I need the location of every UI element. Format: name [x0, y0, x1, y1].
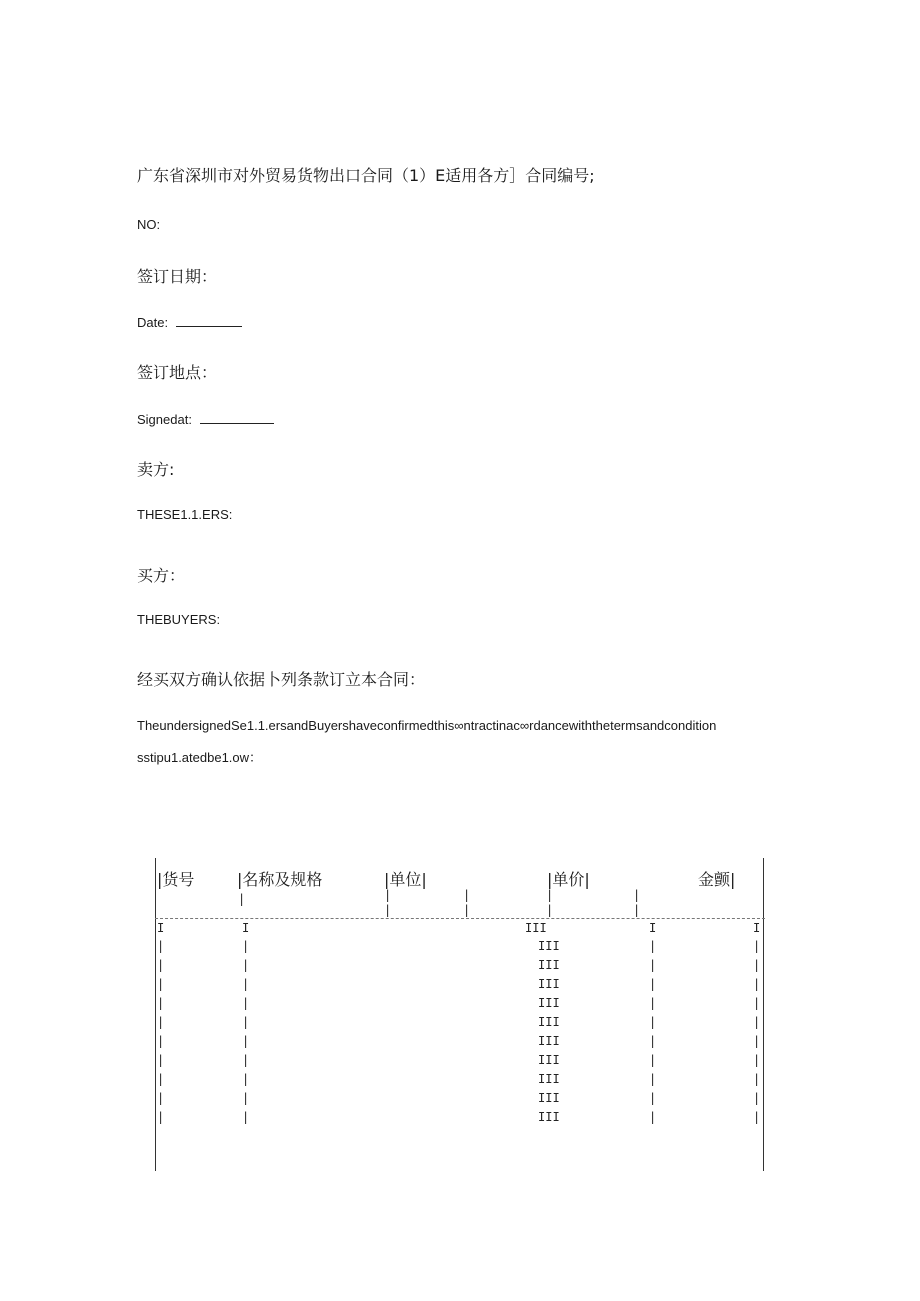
- tick-mark: III: [538, 1072, 560, 1086]
- header-unit: |单位|: [384, 870, 427, 889]
- tick-mark: |: [157, 1091, 165, 1105]
- header-amount: 金颤|: [698, 870, 736, 889]
- tick-mark: |: [242, 1015, 250, 1029]
- table-right-border: [763, 858, 764, 1171]
- tick-mark: I: [157, 921, 165, 935]
- tick-mark: |: [753, 1015, 761, 1029]
- date-field[interactable]: [176, 314, 242, 327]
- tick-mark: |: [157, 1110, 165, 1124]
- table-left-border: [155, 858, 156, 1171]
- tick-mark: |: [649, 1053, 657, 1067]
- tick-mark: III: [538, 1034, 560, 1048]
- buyer-label-en: THEBUYERS:: [137, 612, 221, 627]
- tick-mark: |: [242, 977, 250, 991]
- header-name-spec: |名称及规格: [237, 870, 323, 889]
- tick-mark: |: [753, 996, 761, 1010]
- date-row: [137, 314, 242, 330]
- tick-mark: |: [157, 1072, 165, 1086]
- tick-mark: |: [649, 1110, 657, 1124]
- goods-table: [155, 858, 765, 1171]
- tick-mark: III: [538, 939, 560, 953]
- tick-mark: |: [753, 977, 761, 991]
- agreement-en-line1: TheundersignedSe1.1.ersandBuyershaveconfirmedthis∞ntractinac∞rdancewiththetermsandcondition: [137, 718, 717, 733]
- tick-mark: |: [649, 1015, 657, 1029]
- agreement-zh: 经买双方确认依据卜列条款订立本合同：: [137, 670, 426, 689]
- tick-mark: |: [546, 903, 554, 917]
- tick-mark: |: [649, 1091, 657, 1105]
- tick-mark: I: [753, 921, 761, 935]
- tick-mark: |: [546, 888, 554, 902]
- tick-mark: I: [649, 921, 657, 935]
- tick-mark: |: [753, 1091, 761, 1105]
- tick-mark: III: [538, 996, 560, 1010]
- seller-label-zh: 卖方:: [137, 460, 175, 479]
- tick-mark: III: [538, 1110, 560, 1124]
- place-field[interactable]: [200, 411, 274, 424]
- tick-mark: |: [753, 1053, 761, 1067]
- tick-mark: |: [157, 939, 165, 953]
- tick-mark: |: [157, 958, 165, 972]
- tick-mark: |: [242, 1034, 250, 1048]
- tick-mark: |: [633, 888, 641, 902]
- tick-mark: |: [242, 939, 250, 953]
- tick-mark: |: [242, 1053, 250, 1067]
- tick-mark: III: [538, 1015, 560, 1029]
- header-unit-price: |单价|: [547, 870, 590, 889]
- tick-mark: |: [157, 1015, 165, 1029]
- tick-mark: |: [242, 958, 250, 972]
- agreement-en-line2: sstipu1.atedbe1.ow：: [137, 750, 263, 765]
- tick-mark: |: [157, 1034, 165, 1048]
- buyer-label-zh: 买方：: [137, 566, 186, 585]
- tick-mark: III: [538, 1053, 560, 1067]
- place-label-zh: 签订地点：: [137, 363, 218, 382]
- tick-mark: |: [753, 1072, 761, 1086]
- place-label-en: Signedat:: [137, 412, 192, 427]
- tick-mark: |: [238, 892, 246, 906]
- place-row: [137, 411, 274, 427]
- tick-mark: |: [242, 1072, 250, 1086]
- header-item-no: |货号: [157, 870, 195, 889]
- tick-mark: |: [384, 903, 392, 917]
- tick-mark: |: [649, 977, 657, 991]
- tick-mark: |: [157, 977, 165, 991]
- tick-mark: |: [463, 888, 471, 902]
- tick-mark: |: [649, 939, 657, 953]
- tick-mark: |: [242, 996, 250, 1010]
- tick-mark: III: [538, 977, 560, 991]
- tick-mark: |: [157, 1053, 165, 1067]
- tick-mark: |: [753, 1110, 761, 1124]
- tick-mark: |: [242, 1091, 250, 1105]
- date-label-en: Date:: [137, 315, 169, 330]
- tick-mark: III: [525, 921, 547, 935]
- tick-mark: |: [649, 1034, 657, 1048]
- contract-title: 广东省深圳市对外贸易货物出口合同（1）E适用各方］合同编号;: [137, 166, 595, 185]
- tick-mark: |: [649, 958, 657, 972]
- tick-mark: III: [538, 1091, 560, 1105]
- table-header-divider: [155, 918, 765, 919]
- contract-no-label: NO:: [137, 217, 161, 232]
- seller-label-en: THESE1.1.ERS:: [137, 507, 233, 522]
- tick-mark: |: [633, 903, 641, 917]
- tick-mark: |: [753, 939, 761, 953]
- tick-mark: I: [242, 921, 250, 935]
- tick-mark: |: [753, 958, 761, 972]
- tick-mark: |: [384, 888, 392, 902]
- tick-mark: |: [157, 996, 165, 1010]
- tick-mark: |: [242, 1110, 250, 1124]
- tick-mark: |: [753, 1034, 761, 1048]
- tick-mark: |: [649, 996, 657, 1010]
- tick-mark: |: [649, 1072, 657, 1086]
- tick-mark: III: [538, 958, 560, 972]
- date-label-zh: 签订日期：: [137, 267, 218, 286]
- tick-mark: |: [463, 903, 471, 917]
